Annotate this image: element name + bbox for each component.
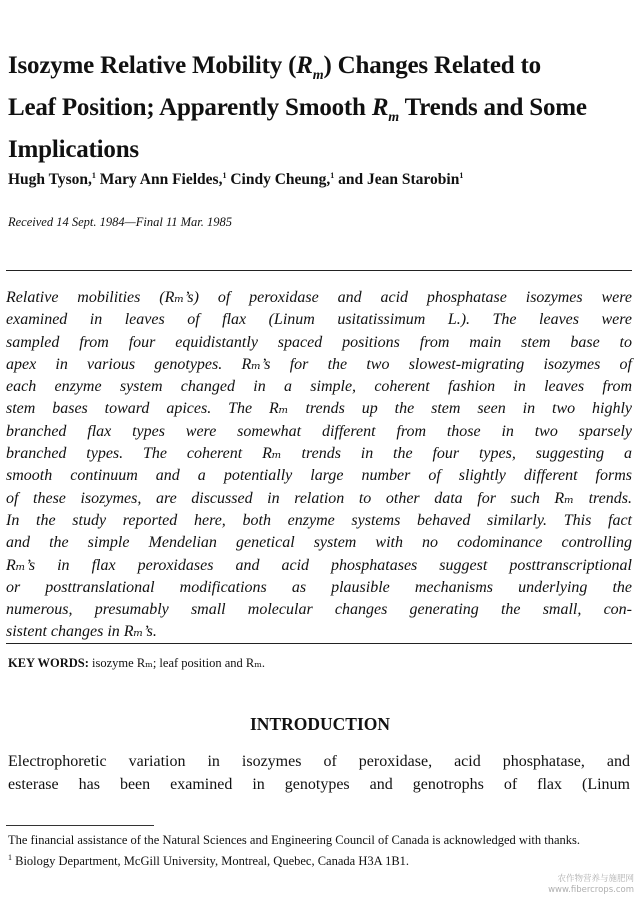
title-part-2: ) Changes Related to (323, 52, 541, 79)
abstract-top-rule (6, 270, 632, 271)
affiliation-text: Biology Department, McGill University, Montreal, Quebec, Canada H3A 1B1. (12, 854, 410, 868)
affiliation-mark: 1 (8, 852, 12, 862)
key-words (8, 655, 628, 671)
abstract (6, 287, 632, 644)
watermark-line-1: 农作物营养与施肥网 (557, 874, 634, 884)
abstract-line: and the simple Mendelian genetical system with no codominance controlling (6, 534, 632, 552)
affiliation-footnote (8, 853, 630, 869)
author-name: Cindy Cheung, (230, 171, 331, 188)
abstract-line: or posttranslational modifications as plausible mechanisms underlying the (6, 578, 632, 596)
section-heading: INTRODUCTION (249, 714, 391, 734)
abstract-line: each enzyme system changed in a simple, coherent fashion in leaves from (6, 378, 632, 396)
abstract-line: stem bases toward apices. The Rₘ trends up the stem seen in two highly (6, 400, 632, 418)
author-mark: 1 (459, 170, 464, 180)
abstract-line: examined in leaves of flax (Linum usitatissimum L.). The leaves were (6, 311, 632, 329)
abstract-line: numerous, presumably small molecular changes generating the small, con- (6, 601, 632, 619)
abstract-line: Relative mobilities (Rₘ’s) of peroxidase and acid phosphatase isozymes were (6, 289, 632, 306)
title-part-4: Trends and Some (399, 94, 587, 121)
title-rm-symbol-2: $R_m$ (371, 94, 399, 125)
author-name: and Jean Starobin (338, 171, 460, 188)
abstract-line: branched types. The coherent Rₘ trends in the four types, suggesting a (6, 445, 632, 463)
title-part-5: Implications (8, 136, 139, 163)
key-words-text: isozyme Rₘ; leaf position and Rₘ. (88, 656, 265, 670)
abstract-line: smooth continuum and a potentially large number of slightly different forms (6, 467, 632, 485)
footnotes (8, 832, 630, 869)
abstract-line: Rₘ’s in flax peroxidases and acid phosphatases suggest posttranscriptional (6, 556, 632, 574)
author-name: Hugh Tyson, (8, 171, 92, 188)
abstract-line: sistent changes in Rₘ’s. (6, 623, 157, 641)
received-date: Received 14 Sept. 1984—Final 11 Mar. 1985 (8, 215, 233, 229)
title-part-3: Leaf Position; Apparently Smooth (8, 94, 372, 121)
abstract-line: sampled from four equidistantly spaced positions from main stem base to (6, 333, 632, 351)
intro-line: esterase has been examined in genotypes and genotrophs of flax (Linum (8, 775, 630, 793)
intro-line: Electrophoretic variation in isozymes of peroxidase, acid phosphatase, and (8, 753, 630, 770)
key-words-label: KEY WORDS: (8, 656, 89, 670)
watermark-line-2: www.fibercrops.com (548, 885, 634, 895)
abstract-bottom-rule (6, 643, 632, 644)
intro-paragraph (8, 751, 630, 796)
site-watermark (494, 874, 634, 896)
footnote-rule (6, 825, 154, 826)
funding-footnote: The financial assistance of the Natural Sciences and Engineering Council of Canada is acknowledged with thanks. (8, 833, 581, 847)
author-name: Mary Ann Fieldes, (99, 171, 223, 188)
abstract-line: of these isozymes, are discussed in relation to other data for such Rₘ trends. (6, 489, 632, 507)
abstract-line: In the study reported here, both enzyme systems behaved similarly. This fact (6, 511, 632, 529)
title-rm-symbol: $R_m$ (296, 52, 324, 83)
author-mark: 1 (222, 170, 227, 180)
author-list (8, 170, 628, 190)
title-part-1: Isozyme Relative Mobility ( (8, 52, 297, 79)
abstract-line: branched flax types were somewhat different from those in two sparsely (6, 422, 632, 440)
author-mark: 1 (330, 170, 335, 180)
abstract-line: apex in various genotypes. Rₘ’s for the two slowest-migrating isozymes of (6, 355, 632, 373)
paper-title (8, 50, 628, 166)
author-mark: 1 (91, 170, 96, 180)
